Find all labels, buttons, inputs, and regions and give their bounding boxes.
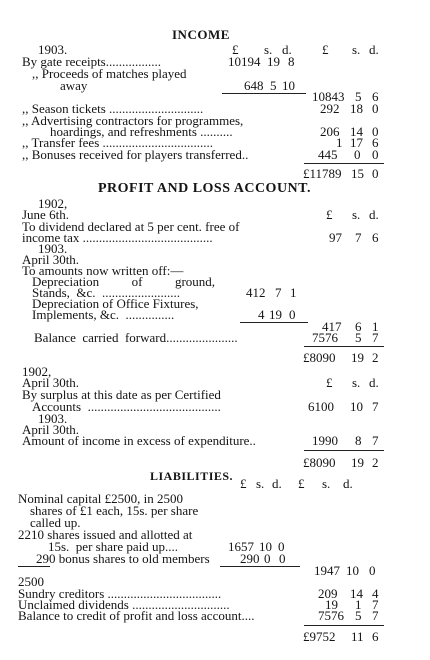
- amount-shillings: 5: [355, 330, 362, 345]
- amount-shillings: 7: [355, 230, 362, 245]
- row-label: Sundry creditors ...................................: [18, 586, 222, 601]
- row-label: hoardings, and refreshments ..........: [50, 124, 233, 139]
- pl-col-shillings: s.: [352, 207, 361, 222]
- row-label: Unclaimed dividends ..............................: [18, 597, 230, 612]
- amount-shillings: 10: [259, 539, 272, 554]
- divider-rule: [222, 93, 306, 94]
- amount-pounds: 19: [325, 597, 338, 612]
- row-label: Balance carried forward......................: [34, 330, 238, 345]
- amount-pence: 6: [372, 135, 379, 150]
- amount-pounds: 648: [244, 78, 264, 93]
- amount-shillings: 19: [269, 307, 282, 322]
- amount-pence: 7: [372, 399, 379, 414]
- liab-col-shillings-2: s.: [322, 476, 331, 491]
- amount-pounds: £8090: [303, 455, 336, 470]
- amount-pence: 6: [372, 629, 379, 644]
- amount-pounds: 417: [322, 319, 342, 334]
- amount-pence: 7: [372, 597, 379, 612]
- pl-year-1902: 1902,: [38, 196, 68, 211]
- pl-year-1903b: 1903.: [38, 411, 68, 426]
- amount-pounds: 1657: [228, 539, 254, 554]
- amount-pence: 7: [372, 330, 379, 345]
- amount-shillings: 10: [346, 563, 359, 578]
- pl-depr-office-label: Depreciation of Office Fixtures,: [32, 296, 199, 311]
- amount-pence: 1: [290, 285, 297, 300]
- divider-rule: [304, 163, 384, 164]
- amount-pounds: 412: [246, 285, 266, 300]
- amount-shillings: 7: [275, 285, 282, 300]
- pl-date-april30b: April 30th.: [22, 375, 80, 390]
- row-label: By gate receipts.................: [22, 54, 161, 69]
- amount-shillings: 18: [350, 101, 363, 116]
- amount-pence: 7: [372, 608, 379, 623]
- pl-date-june6: June 6th.: [22, 207, 69, 222]
- income-advertising-label: ,, Advertising contractors for programmes,: [22, 113, 244, 128]
- pl-dividend-label: To dividend declared at 5 per cent. free of: [22, 219, 240, 234]
- divider-rule: [240, 322, 308, 323]
- amount-pounds: 445: [318, 147, 338, 162]
- row-label: ,, Bonuses received for players transferred..: [22, 147, 249, 162]
- amount-pence: 6: [372, 230, 379, 245]
- pl-col-pounds: £: [326, 207, 333, 222]
- amount-pounds: 1990: [312, 433, 338, 448]
- liab-nominal-line-2: shares of £1 each, 15s. per share: [30, 503, 199, 518]
- liab-col-pence-1: d.: [272, 476, 282, 491]
- amount-shillings: 11: [351, 629, 364, 644]
- pl-year-1902b: 1902,: [22, 364, 52, 379]
- row-label: income tax ........................................: [22, 230, 213, 245]
- pl-year-1903: 1903.: [38, 241, 68, 256]
- liab-issued-line-1: 2210 shares issued and allotted at: [18, 527, 193, 542]
- divider-rule: [304, 450, 384, 451]
- row-label: ,, Transfer fees ..................................: [22, 135, 214, 150]
- liab-nominal-line-1: Nominal capital £2500, in 2500: [18, 491, 184, 506]
- amount-pounds: 206: [320, 124, 340, 139]
- income-year: 1903.: [38, 42, 68, 57]
- amount-pounds: 10843: [312, 89, 345, 104]
- income-col-pence-2: d.: [369, 42, 379, 57]
- income-col-pounds-1: £: [232, 42, 239, 57]
- amount-pence: 2: [372, 350, 379, 365]
- amount-pounds: 1: [336, 135, 343, 150]
- amount-pounds: 7576: [312, 330, 338, 345]
- income-heading: INCOME: [172, 27, 230, 42]
- income-proceeds-label: ,, Proceeds of matches played: [32, 66, 187, 81]
- liab-col-shillings-1: s.: [256, 476, 265, 491]
- amount-pence: 8: [288, 54, 295, 69]
- amount-shillings: 19: [351, 455, 364, 470]
- amount-shillings: 8: [355, 433, 362, 448]
- amount-shillings: 19: [351, 350, 364, 365]
- liab-col-pence-2: d.: [343, 476, 353, 491]
- amount-pounds: 292: [320, 101, 340, 116]
- row-label: Stands, &c. ........................: [32, 285, 181, 300]
- pl-date-april30: April 30th.: [22, 252, 80, 267]
- amount-pence: 0: [372, 101, 379, 116]
- amount-pence: 0: [372, 124, 379, 139]
- amount-pence: 1: [372, 319, 379, 334]
- profit-loss-heading: PROFIT AND LOSS ACCOUNT.: [98, 181, 311, 196]
- divider-rule: [220, 566, 300, 567]
- amount-shillings: 10: [350, 399, 363, 414]
- amount-shillings: 0: [354, 147, 361, 162]
- amount-pence: 10: [282, 78, 295, 93]
- amount-pence: 4: [372, 586, 379, 601]
- amount-pence: 6: [372, 89, 379, 104]
- divider-rule: [304, 346, 384, 347]
- pl-written-off-label: To amounts now written off:—: [22, 263, 184, 278]
- liab-col-pounds-2: £: [298, 476, 305, 491]
- amount-pounds: 7576: [318, 608, 344, 623]
- liab-col-pounds-1: £: [240, 476, 247, 491]
- amount-pounds: 6100: [308, 399, 334, 414]
- row-label: ,, Season tickets .............................: [22, 101, 204, 116]
- income-col-pounds-2: £: [322, 42, 329, 57]
- amount-pence: 0: [278, 539, 285, 554]
- amount-shillings: 5: [355, 608, 362, 623]
- liab-nominal-line-3: called up.: [30, 515, 81, 530]
- amount-pounds: 209: [318, 586, 338, 601]
- amount-pounds: £8090: [303, 350, 336, 365]
- amount-shillings: 0: [264, 551, 271, 566]
- row-label: away: [60, 78, 88, 93]
- amount-pounds: 290: [240, 551, 260, 566]
- amount-shillings: 1: [355, 597, 362, 612]
- liabilities-heading: LIABILITIES.: [150, 469, 234, 483]
- row-label: 15s. per share paid up....: [48, 539, 178, 554]
- amount-pounds: 10194: [228, 54, 261, 69]
- amount-pounds: 1947: [314, 563, 340, 578]
- pl-surplus-label: By surplus at this date as per Certified: [22, 387, 221, 402]
- liab-count-2500: 2500: [18, 574, 44, 589]
- amount-shillings: 14: [350, 124, 363, 139]
- amount-pence: 0: [372, 147, 379, 162]
- pl-date-april30c: April 30th.: [22, 422, 80, 437]
- income-col-shillings-1: s.: [264, 42, 273, 57]
- row-label: Implements, &c. ...............: [32, 307, 175, 322]
- amount-shillings: 14: [350, 586, 363, 601]
- amount-pounds: 97: [329, 230, 342, 245]
- amount-pence: 0: [279, 551, 286, 566]
- amount-pounds: 4: [258, 307, 265, 322]
- amount-pence: 2: [372, 455, 379, 470]
- amount-pounds: £11789: [303, 166, 342, 181]
- income-col-shillings-2: s.: [352, 42, 361, 57]
- amount-shillings: 5: [355, 89, 362, 104]
- amount-pence: 0: [372, 166, 379, 181]
- row-label: Balance to credit of profit and loss account....: [18, 608, 255, 623]
- amount-shillings: 15: [351, 166, 364, 181]
- row-label: Amount of income in excess of expenditure..: [22, 433, 256, 448]
- amount-shillings: 19: [267, 54, 280, 69]
- pl-col-pence-2: d.: [369, 375, 379, 390]
- income-col-pence-1: d.: [282, 42, 292, 57]
- pl-col-shillings-2: s.: [352, 375, 361, 390]
- amount-pence: 0: [369, 563, 376, 578]
- amount-shillings: 6: [355, 319, 362, 334]
- pl-depr-ground-label: Depreciation of ground,: [32, 274, 216, 289]
- amount-pence: 0: [289, 307, 296, 322]
- row-label: 290 bonus shares to old members: [36, 551, 210, 566]
- amount-pence: 7: [372, 433, 379, 448]
- amount-shillings: 17: [350, 135, 363, 150]
- row-label: Accounts .........................................: [32, 399, 221, 414]
- divider-rule: [18, 566, 50, 567]
- pl-col-pence: d.: [369, 207, 379, 222]
- pl-col-pounds-2: £: [326, 375, 333, 390]
- divider-rule: [304, 625, 384, 626]
- amount-pounds: £9752: [303, 629, 336, 644]
- amount-shillings: 5: [270, 78, 277, 93]
